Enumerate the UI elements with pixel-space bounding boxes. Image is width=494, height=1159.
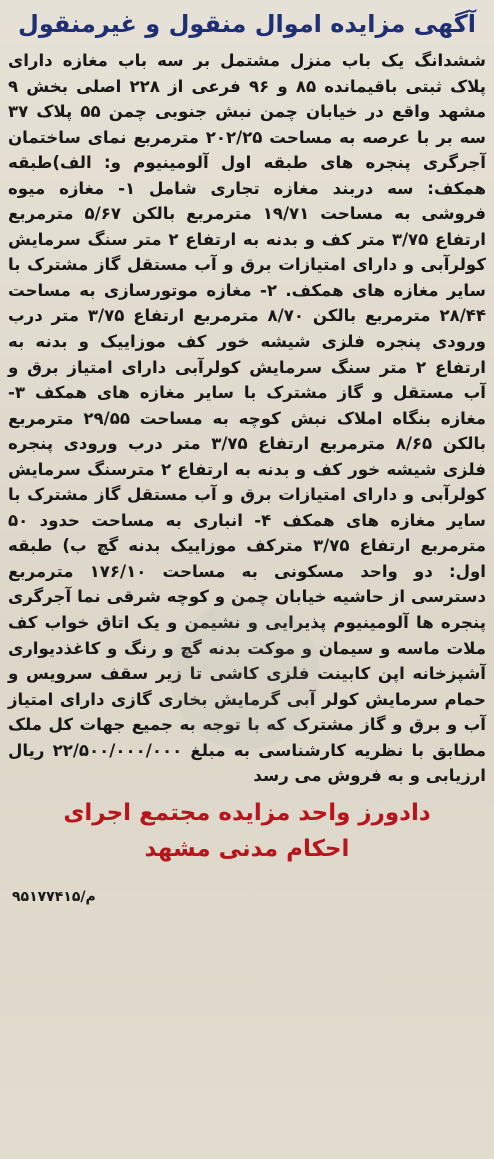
notice-footer [8,795,486,913]
notice-title: آگهی مزایده اموال منقول و غیرمنقول [18,10,476,38]
reference-code: م/۹۵۱۷۷۴۱۵ [12,888,96,905]
signature-line-1: دادورز واحد مزایده مجتمع اجرای [63,799,431,826]
notice-body: ششدانگ یک باب منزل مشتمل بر سه باب مغازه دارای پلاک ثبتی باقیمانده ۸۵ و ۹۶ فرعی از ۲۲۸ اصلی بخش ۹ مشهد واقع در خیابان چمن نبش جنوبی چمن ۵۵ پلاک ۳۷ سه بر با عرصه به مساحت ۲۰۲/۲۵ مترمربع نمای ساختمان آجرگری پنجره های طبقه اول آلومینیوم و: الف)طبقه همکف: سه دربند مغازه تجاری شامل ۱- مغازه میوه فروشی به مساحت ۱۹/۷۱ مترمربع بالکن ۵/۶۷ مترمربع ارتفاع ۳/۷۵ متر کف و بدنه به ارتفاع ۲ متر سنگ سرمایش کولرآبی و دارای امتیازات برق و آب مستقل گاز مشترک با سایر مغازه های همکف. ۲- مغازه موتورسازی به مساحت ۲۸/۴۴ مترمربع بالکن ۸/۷۰ مترمربع ارتفاع ۳/۷۵ متر درب ورودی پنجره فلزی شیشه خور کف موزاییک و بدنه به ارتفاع ۲ متر سنگ سرمایش کولرآبی دارای امتیاز برق و آب مستقل و گاز مشترک با سایر مغازه های همکف ۳- مغازه بنگاه املاک نبش کوچه به مساحت ۲۹/۵۵ مترمربع بالکن ۸/۶۵ مترمربع ارتفاع ۳/۷۵ متر درب ورودی پنجره فلزی شیشه خور کف و بدنه به ارتفاع ۲ مترسنگ سرمایش کولرآبی و دارای امتیازات برق و آب مستقل گاز مشترک با سایر مغازه های همکف ۴- انباری به مساحت حدود ۵۰ مترمربع ارتفاع ۳/۷۵ مترکف موزاییک بدنه گچ ب) طبقه اول: دو واحد مسکونی به مساحت ۱۷۶/۱۰ مترمربع دسترسی از حاشیه خیابان چمن و کوچه شرقی نما آجرگری پنجره ها آلومینیوم پذیرایی و نشیمن و یک اتاق خواب کف ملات ماسه و سیمان و موکت بدنه گچ و رنگ و کاغذدیواری آشپزخانه اپن کابینت فلزی کاشی تا زیر سقف سرویس و حمام سرمایش کولر آبی گرمایش بخاری گازی دارای امتیاز آب و برق و گاز مشترک که با توجه به جمیع جهات کل ملک مطابق با نظریه کارشناسی به مبلغ ۲۲/۵۰۰/۰۰۰/۰۰۰ ریال ارزیابی و به فروش می رسد [8,51,487,786]
signature-line-2: احکام مدنی مشهد [144,835,350,862]
